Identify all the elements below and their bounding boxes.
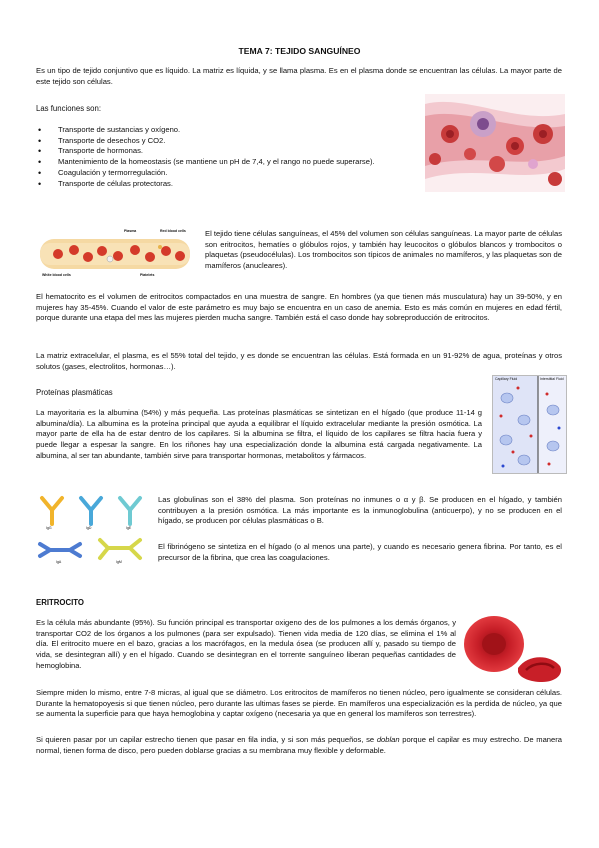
cells-paragraph: El tejido tiene células sanguíneas, el 45% del volumen son células sanguíneas. La mayor parte de células son eritrocitos, hematíes o glóbulos rojos, y también hay leucocitos o glóbulos blancos y trombocitos o plaquetas (pseudocélulas). Los trombocitos son típicos de animales no mamíferos, y las plaquetas son de mamíferos (anucleares). <box>205 229 562 271</box>
emphasis-text: doblan <box>376 735 400 744</box>
erythrocyte-paragraph-1: Es la célula más abundante (95%). Su función principal es transportar oxigeno des de los pulmones a los demás órganos, y transportar CO2 de los órganos a los pulmones (para ser expulsado). Tienen vida media de 120 días, se elimina el 1% al día. El eritrocito muere en el bazo, gracias a los macrófagos, en la medula ósea (se producen allí y, pasado su tiempo de vida, se desintegran allí) y en el hígado. Cuando se desintegran en el torrente sanguíneo liberan pequeñas cantidades de hemoglobina. <box>36 618 456 670</box>
label-igd: IgD <box>86 526 92 530</box>
text-span: Si quieren pasar por un capilar estrecho tienen que pasar en fila india, y si son más pequeños, se <box>36 735 377 744</box>
hematocrit-paragraph: El hematocrito es el volumen de eritrocitos compactados en una muestra de sangre. En hombres (ya que tienen más musculatura) hay un 39-50%, y en mujeres hay 35-45%. Cuando el valor de este parámetro es muy bajo se encuentra en un caso de anemia. Esto es más común en mujeres en edad fértil, porque durante una etapa del mes las mujeres pierden mucha sangre. También está el caso donde hay sobreproducción de eritrocitos. <box>36 292 562 323</box>
list-item: • Mantenimiento de la homeostasis (se mantiene un pH de 7,4, y el rango no puede superarse). <box>36 157 415 168</box>
blood-vessel-illustration <box>40 229 197 282</box>
label-igm: IgM <box>116 560 122 564</box>
list-item: • Transporte de células protectoras. <box>36 179 415 190</box>
capillary-illustration <box>492 375 567 474</box>
erythrocyte-heading: ERITROCITO <box>36 598 84 607</box>
fibrinogen-paragraph: El fibrinógeno se sintetiza en el hígado (o al menos una parte), y cuando es necesario genera fibrina. Por tanto, es el precursor de la fibrina, que crea las coagulaciones. <box>158 542 562 562</box>
label-plasma: Plasma <box>124 229 137 233</box>
label-iga: IgA <box>56 560 62 564</box>
text-span: porque el capilar es muy estrecho. De manera normal, tienen forma de disco, pero pueden doblarse gracias a su membrana muy flexible y deformable. <box>36 735 562 755</box>
albumin-paragraph: La mayoritaria es la albumina (54%) y más pequeña. Las proteínas plasmáticas se sintetizan en el hígado (que produce 11-14 g albumina/día). La albumina es la proteína principal que ayuda a equilibrar el líquido extracelular mediante la presión osmótica. La mayor parte de ella ha de estar dentro de los capilares. Si la albumina se filtra, el líquido de los capilares se filtra hacia fuera y puede llegar a espesar la sangre. En los riñones hay una especialización donde la albumina está cargada negativamente. La albumina, al ser tan abundante, también sirve para transportar hormonas, metabolitos y fármacos. <box>36 408 482 460</box>
list-item: • Transporte de desechos y CO2. <box>36 136 415 147</box>
list-item: • Transporte de sustancias y oxígeno. <box>36 125 415 136</box>
antibodies-illustration <box>36 492 150 569</box>
erythrocyte-illustration <box>460 610 566 686</box>
label-red-blood-cells: Red blood cells <box>160 229 186 233</box>
erythrocyte-paragraph-3 <box>36 735 562 756</box>
label-interstitial-fluid: Interstitial Fluid <box>540 377 564 381</box>
label-ige: IgE <box>126 526 132 530</box>
page-title: TEMA 7: TEJIDO SANGUÍNEO <box>238 46 361 56</box>
label-platelets: Platelets <box>140 273 155 277</box>
functions-heading: Las funciones son: <box>36 104 102 113</box>
functions-list <box>36 125 415 189</box>
blood-cells-illustration <box>425 94 565 192</box>
proteins-heading: Proteínas plasmáticas <box>36 388 113 397</box>
intro-paragraph: Es un tipo de tejido conjuntivo que es líquido. La matriz es líquida, y se llama plasma. Es en el plasma donde se encuentran las células. La mayor parte de este tejido son células. <box>36 66 562 86</box>
globulins-paragraph: Las globulinas son el 38% del plasma. Son proteínas no inmunes o α y β. Se producen en el hígado, y también contribuyen a la presión osmótica. La más importante es la inmunoglobulina (anticuerpo), y no se producen en el hígado, se producen por células plasmáticas o B. <box>158 495 562 526</box>
label-igg: IgG <box>46 526 52 530</box>
erythrocyte-paragraph-2: Siempre miden lo mismo, entre 7-8 micras, al igual que se diámetro. Los eritrocitos de mamíferos no tienen núcleo, pero igualmente se consideran células. Durante la hematopoyesis si que tienen núcleo, pero durante las ultimas fases se pierde. En mamíferos una especialización es la perdida de núcleo, ya que se aumenta la superficie para que haya hemoglobina y captar oxígeno (necesaria ya que en general los mamíferos son terrestres). <box>36 688 562 719</box>
list-item: • Transporte de hormonas. <box>36 146 415 157</box>
label-white-blood-cells: White blood cells <box>42 273 71 277</box>
label-capillary-fluid: Capillary Fluid <box>495 377 518 381</box>
list-item: • Coagulación y termorregulación. <box>36 168 415 179</box>
matrix-paragraph: La matriz extracelular, el plasma, es el 55% total del tejido, y es donde se encuentran las células. Está formada en un 91-92% de agua, proteínas y otros solutos (gases, electrolitos, hormonas…). <box>36 351 562 371</box>
